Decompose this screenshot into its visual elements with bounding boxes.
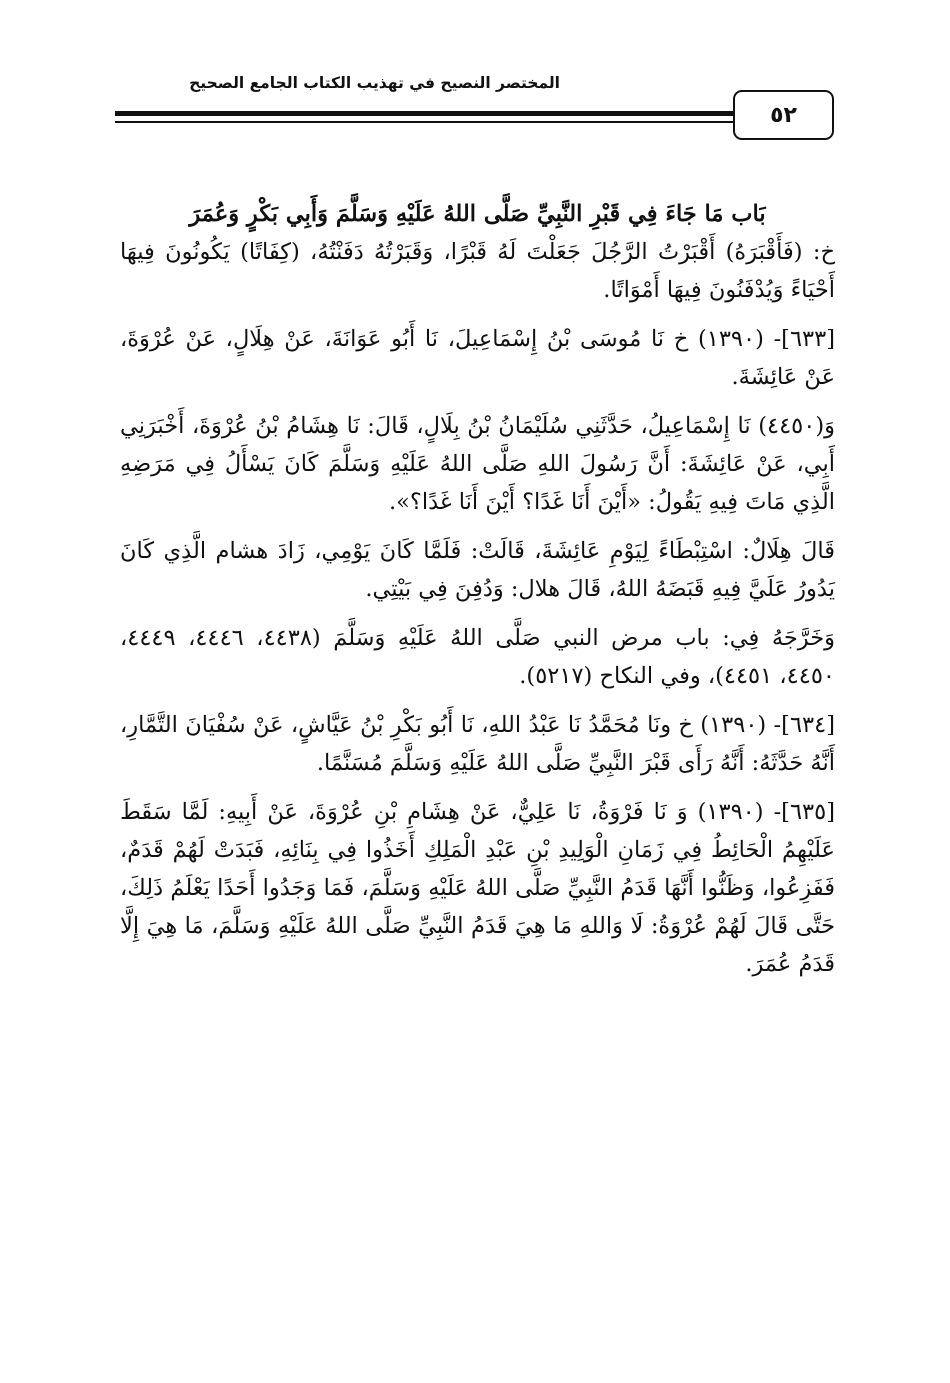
header-rule-thick <box>115 111 735 116</box>
paragraph-hadith-634: [٦٣٤]- (١٣٩٠) خ ونَا مُحَمَّدُ نَا عَبْدُ اللهِ، نَا أَبُو بَكْرِ بْنُ عَيَّاشٍ، عَنْ سُفْيَانَ التَّمَّارِ، أَنَّهُ حَدَّثَهُ: أَنَّهُ رَأَى قَبْرَ النَّبِيِّ صَلَّى اللهُ عَلَيْهِ وَسَلَّمَ مُسَنَّمًا. <box>120 712 835 776</box>
paragraph-glossary: خ: (فَأَقْبَرَهُ) أَقْبَرْتُ الرَّجُلَ جَعَلْتَ لَهُ قَبْرًا، وَقَبَرْتُهُ دَفَنْتُهُ، (كِفَاتًا) يَكُونُونَ فِيهَا أَحْيَاءً وَيُدْفَنُونَ فِيهَا أَمْوَاتًا. <box>120 239 835 303</box>
running-title: المختصر النصيح في تهذيب الكتاب الجامع الصحيح <box>189 74 560 92</box>
chapter-title: بَاب مَا جَاءَ فِي قَبْرِ النَّبِيِّ صَلَّى اللهُ عَلَيْهِ وَسَلَّمَ وَأَبِي بَكْرٍ وَعُمَرَ <box>189 201 766 227</box>
page-body <box>120 195 835 994</box>
paragraph-hadith-635: [٦٣٥]- (١٣٩٠) وَ نَا فَرْوَةُ، نَا عَلِيٌّ، عَنْ هِشَامِ بْنِ عُرْوَةَ، عَنْ أَبِيهِ: لَمَّا سَقَطَ عَلَيْهِمُ الْحَائِطُ فِي زَمَانِ الْوَلِيدِ بْنِ عَبْدِ الْمَلِكِ أَخَذُوا فِي بِنَائِهِ، فَبَدَتْ لَهُمْ قَدَمٌ، فَفَزِعُوا، وَظَنُّوا أَنَّهَا قَدَمُ النَّبِيِّ صَلَّى اللهُ عَلَيْهِ وَسَلَّمَ، فَمَا وَجَدُوا أَحَدًا يَعْلَمُ ذَلِكَ، حَتَّى قَالَ لَهُمْ عُرْوَةُ: لَا وَاللهِ مَا هِيَ قَدَمُ النَّبِيِّ صَلَّى اللهُ عَلَيْهِ وَسَلَّمَ، مَا هِيَ إِلَّا قَدَمُ عُمَرَ. <box>120 799 835 977</box>
page-number: ٥٢ <box>770 102 797 128</box>
paragraph-hilal-note: قَالَ هِلَالٌ: اسْتِبْطَاءً لِيَوْمِ عَائِشَةَ، قَالَتْ: فَلَمَّا كَانَ يَوْمِي، زَادَ هشام الَّذِي كَانَ يَدُورُ عَلَيَّ فِيهِ قَبَضَهُ اللهُ، قَالَ هلال: وَدُفِنَ فِي بَيْتِي. <box>120 538 835 602</box>
page-number-box <box>733 90 834 140</box>
header-rule-thin <box>115 121 735 123</box>
paragraph-hadith-633: [٦٣٣]- (١٣٩٠) خ نَا مُوسَى بْنُ إِسْمَاعِيلَ، نَا أَبُو عَوَانَةَ، عَنْ هِلَالٍ، عَنْ عُرْوَةَ، عَنْ عَائِشَةَ. <box>120 326 836 390</box>
paragraph-cross-reference: وَخَرَّجَهُ فِي: باب مرض النبي صَلَّى اللهُ عَلَيْهِ وَسَلَّمَ (٤٤٣٨، ٤٤٤٦، ٤٤٤٩، ٤٤٥٠، ٤٤٥١)، وفي النكاح (٥٢١٧). <box>120 625 835 689</box>
paragraph-hadith-4450: وَ(٤٤٥٠) نَا إِسْمَاعِيلُ، حَدَّثَنِي سُلَيْمَانُ بْنُ بِلَالٍ، قَالَ: نَا هِشَامُ بْنُ عُرْوَةَ، أَخْبَرَنِي أَبِي، عَنْ عَائِشَةَ: أَنَّ رَسُولَ اللهِ صَلَّى اللهُ عَلَيْهِ وَسَلَّمَ كَانَ يَسْأَلُ فِي مَرَضِهِ الَّذِي مَاتَ فِيهِ يَقُولُ: «أَيْنَ أَنَا غَدًا؟ أَيْنَ أَنَا غَدًا؟». <box>120 413 835 515</box>
